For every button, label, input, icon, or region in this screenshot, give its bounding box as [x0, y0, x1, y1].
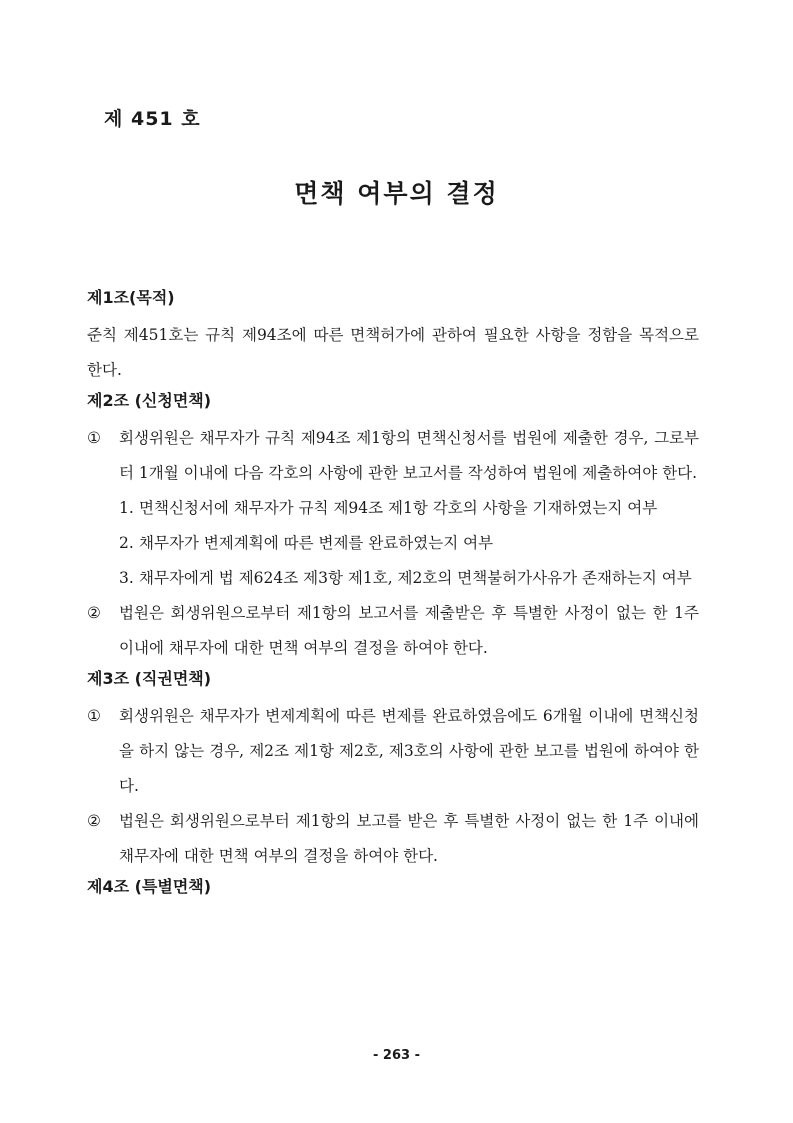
subitem-text: 채무자에게 법 제624조 제3항 제1호, 제2호의 면책불허가사유가 존재하는지 여부 — [139, 569, 692, 587]
subitem-text: 면책신청서에 채무자가 규칙 제94조 제1항 각호의 사항을 기재하였는지 여부 — [139, 499, 658, 517]
article-2-item-2 — [87, 596, 699, 666]
item-mark: ② — [87, 812, 101, 830]
article-4-heading: 제4조 (특별면책) — [87, 877, 212, 896]
article-2-subitem-3 — [119, 561, 699, 596]
subitem-text: 채무자가 변제계획에 따른 변제를 완료하였는지 여부 — [139, 534, 494, 552]
item-text: 법원은 회생위원으로부터 제1항의 보고를 받은 후 특별한 사정이 없는 한 1주 이내에 채무자에 대한 면책 여부의 결정을 하여야 한다. — [119, 812, 699, 865]
article-1-paragraph: 준칙 제451호는 규칙 제94조에 따른 면책허가에 관하여 필요한 사항을 정함을 목적으로 한다. — [87, 326, 699, 379]
article-2-item-1 — [87, 421, 699, 491]
item-mark: ① — [87, 707, 101, 725]
page-number: - 263 - — [373, 1048, 420, 1063]
document-body — [87, 287, 699, 911]
article-2-heading: 제2조 (신청면책) — [87, 391, 212, 410]
subitem-number: 2. — [119, 534, 134, 552]
article-2-subitem-2 — [119, 526, 699, 561]
subitem-number: 3. — [119, 569, 134, 587]
article-3-item-2 — [87, 804, 699, 874]
article-2-subitem-1 — [119, 491, 699, 526]
document-number: 제 451 호 — [104, 108, 201, 130]
item-text: 회생위원은 채무자가 규칙 제94조 제1항의 면책신청서를 법원에 제출한 경우, 그로부터 1개월 이내에 다음 각호의 사항에 관한 보고서를 작성하여 법원에 제출하여야 한다. — [119, 429, 699, 482]
article-3-item-1 — [87, 699, 699, 804]
item-mark: ② — [87, 604, 101, 622]
article-3-heading: 제3조 (직권면책) — [87, 669, 212, 688]
item-text: 법원은 회생위원으로부터 제1항의 보고서를 제출받은 후 특별한 사정이 없는 한 1주 이내에 채무자에 대한 면책 여부의 결정을 하여야 한다. — [119, 604, 699, 657]
subitem-number: 1. — [119, 499, 134, 517]
document-title: 면책 여부의 결정 — [294, 179, 499, 208]
article-1-heading: 제1조(목적) — [87, 288, 175, 307]
item-mark: ① — [87, 429, 101, 447]
item-text: 회생위원은 채무자가 변제계획에 따른 변제를 완료하였음에도 6개월 이내에 면책신청을 하지 않는 경우, 제2조 제1항 제2호, 제3호의 사항에 관한 보고를 법원에 하여야 한다. — [119, 707, 699, 795]
